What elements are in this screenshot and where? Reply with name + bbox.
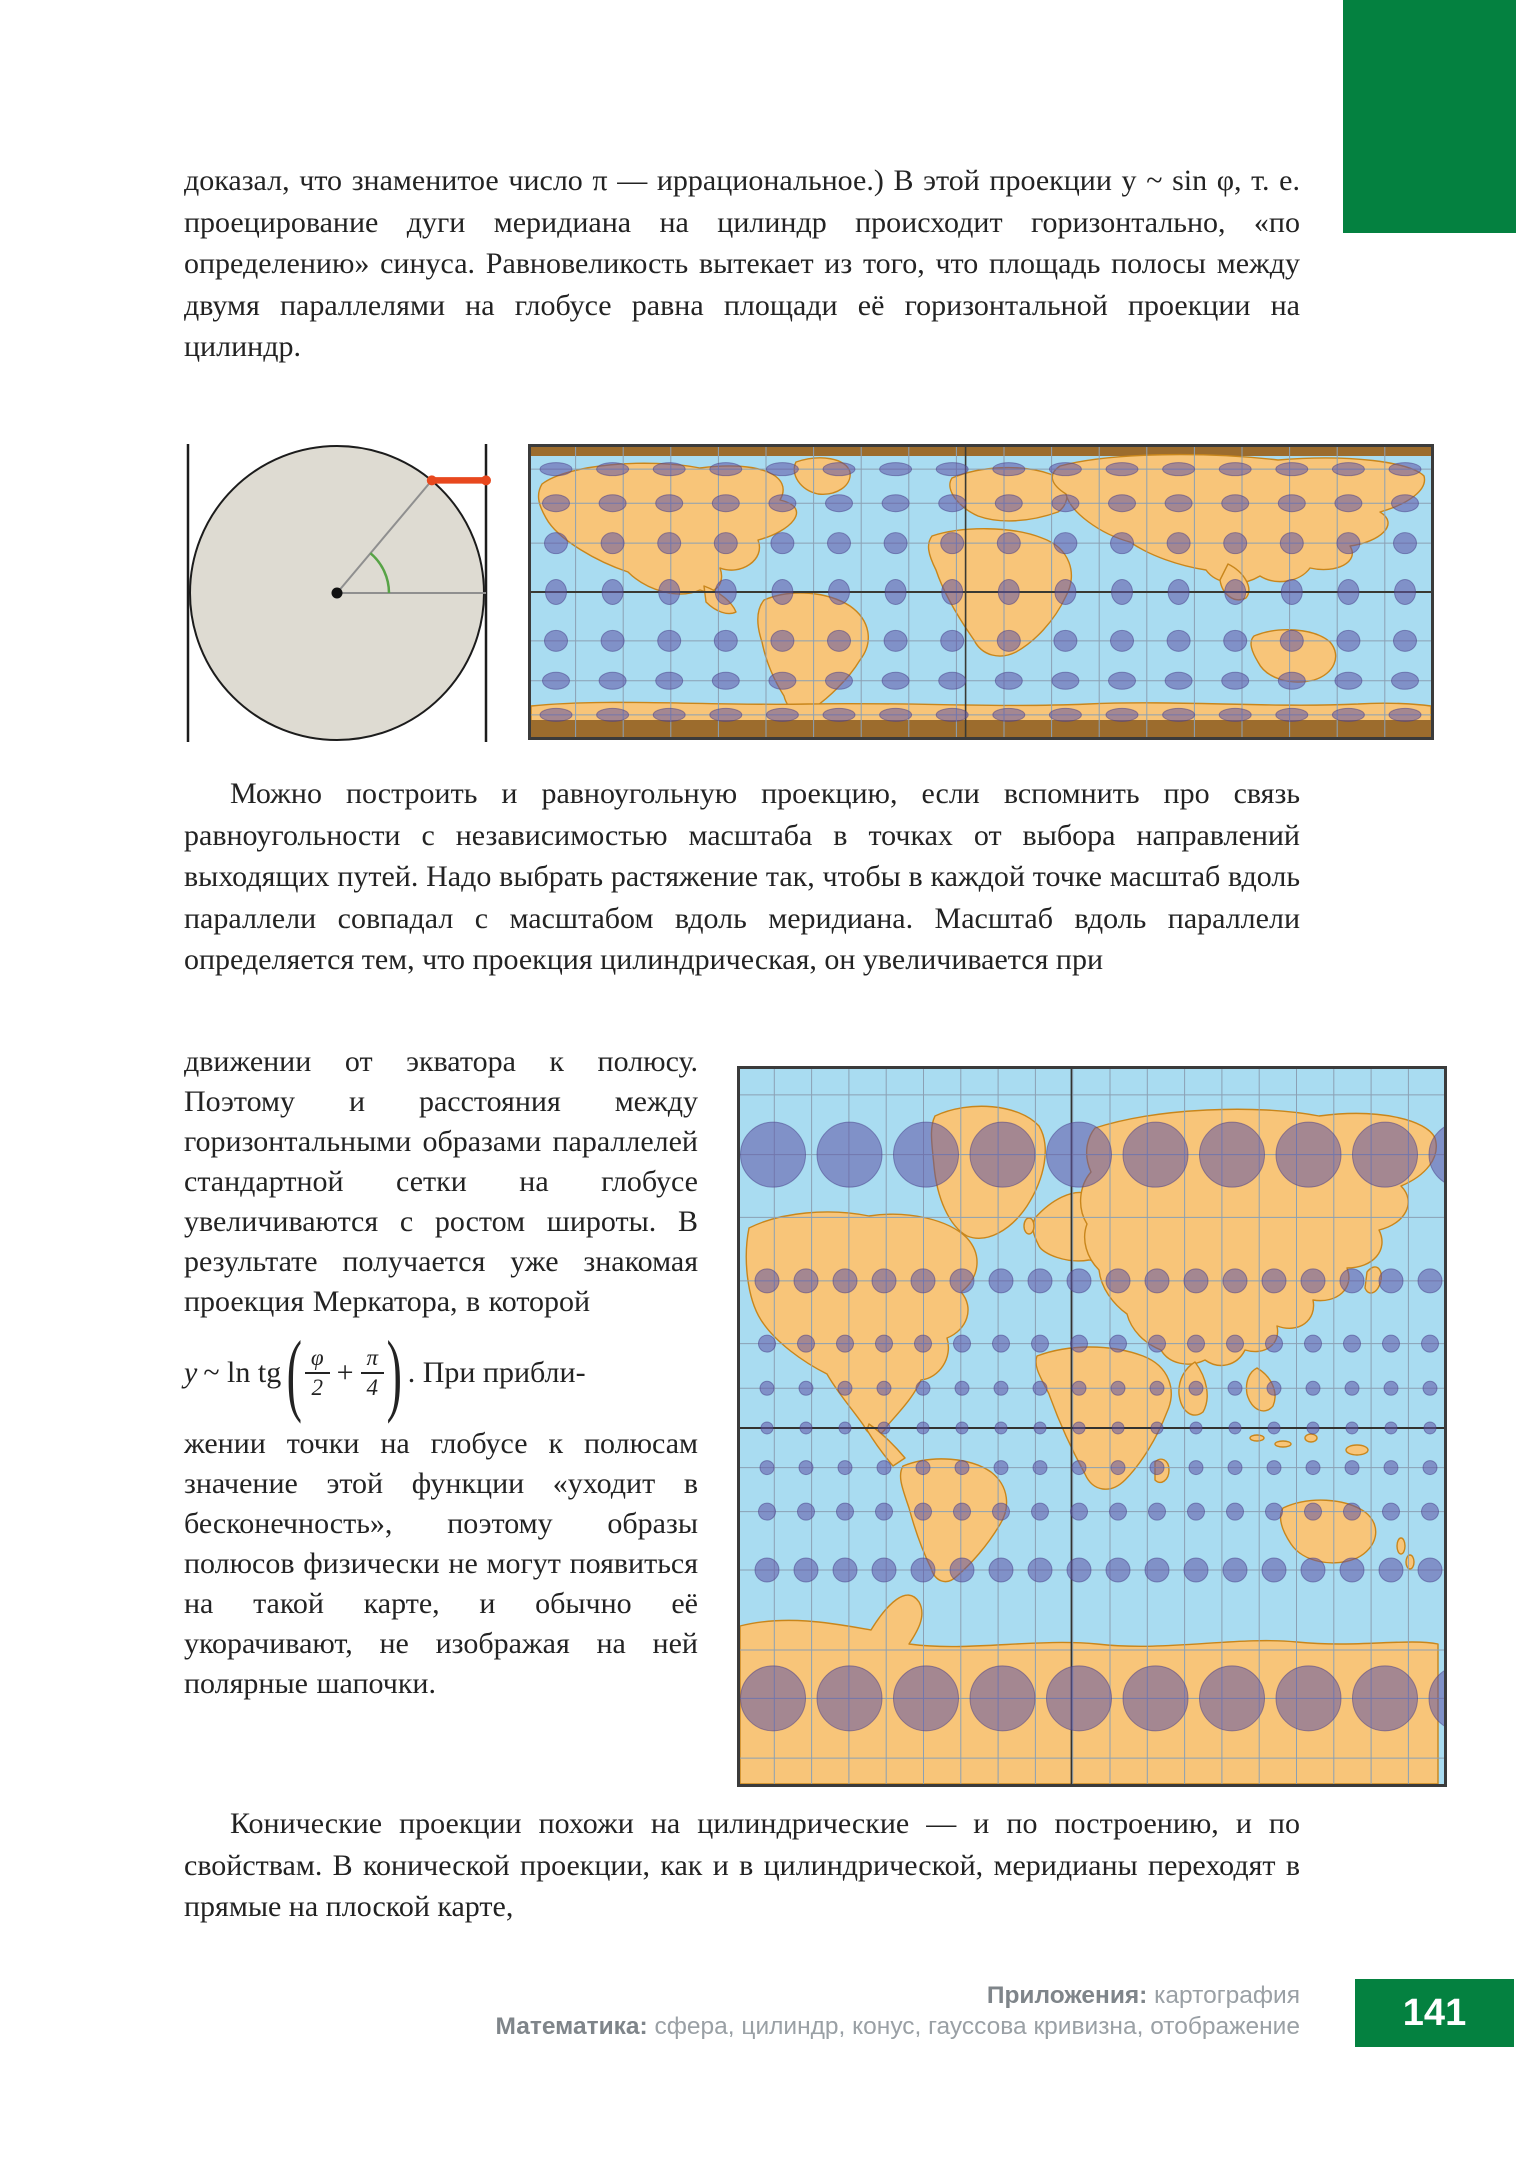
- land-borneo: [1305, 1434, 1317, 1442]
- paragraph-conformal-projection: Можно построить и равноугольную проекцию, если вспомнить про связь равноугольности с независимостью масштаба в точках от выбора направлений выходящих путей. Надо выбрать растяжение так, чтобы в каждой точке масштаб вдоль параллели совпадал с масштабом вдоль меридиана. Масштаб вдоль параллели определяется тем, что проекция цилиндрическая, он увеличивается при: [184, 777, 1300, 976]
- chapter-color-banner: [1343, 0, 1516, 233]
- projection-start-dot: [427, 475, 437, 485]
- cylinder-projection-diagram: [182, 444, 492, 742]
- formula-fraction-phi-2: $\frac{\varphi}{2}$: [305, 1345, 330, 1402]
- equal-area-projection-map: [528, 444, 1434, 740]
- paragraph-conic-projections: Конические проекции похожи на цилиндрические — и по построению, и по свойствам. В конической проекции, как и в цилиндрической, меридианы переходят в прямые на плоской карте,: [184, 1807, 1300, 1923]
- land-java: [1275, 1441, 1291, 1447]
- formula-suffix: . При прибли-: [407, 1356, 586, 1389]
- formula-plus: +: [336, 1356, 354, 1389]
- page-number-badge: 141: [1355, 1979, 1514, 2047]
- paragraph-mercator-intro: движении от экватора к полюсу. Поэтому и расстояния между горизонтальными образами параллелей стандартной сетки на глобусе увеличиваются с ростом широты. В результате получается уже знакомая проекция Меркатора, в которой: [184, 1045, 698, 1318]
- land-new-zealand-north: [1397, 1538, 1405, 1554]
- projection-end-dot: [481, 475, 491, 485]
- narrow-text-column: [184, 1042, 698, 1704]
- paragraph-mercator-poles: жении точки на глобусе к полюсам значение этой функции «уходит в бесконечность», поэтому образы полюсов физически не могут появиться на такой карте, и обычно её укорачивают, не изображая на ней полярные шапочки.: [184, 1427, 698, 1700]
- formula-operator: ~ ln tg: [203, 1356, 282, 1389]
- antarctic-strip: [531, 720, 1431, 737]
- formula-fraction-pi-4: $\frac{\pi}{4}$: [361, 1345, 385, 1402]
- land-new-guinea: [1346, 1445, 1368, 1455]
- mercator-formula: y ~ ln tg ( $\frac{\varphi}{2}$ + $\frac{\pi}{4}$ ) . При прибли-: [184, 1322, 586, 1424]
- footer-line-applications: Приложения: картография: [986, 1982, 1300, 2009]
- land-sumatra: [1250, 1435, 1264, 1441]
- land-britain: [1024, 1218, 1034, 1234]
- globe-center-dot: [332, 588, 343, 599]
- arctic-strip: [531, 447, 1431, 456]
- page-footer: [184, 1981, 1300, 2042]
- mercator-projection-map: [737, 1066, 1447, 1787]
- paragraph-sine-projection: доказал, что знаменитое число π — иррациональное.) В этой проекции y ~ sin φ, т. е. проецирование дуги меридиана на цилиндр происходит горизонтально, «по определению» синуса. Равновеликость вытекает из того, что площадь полосы между двумя параллелями на глобусе равна площади её горизонтальной проекции на цилиндр.: [184, 164, 1300, 363]
- formula-variable-y: y: [184, 1356, 198, 1389]
- land-new-zealand-south: [1406, 1555, 1414, 1569]
- footer-line-mathematics: Математика: сфера, цилиндр, конус, гауссова кривизна, отображение: [495, 2012, 1300, 2040]
